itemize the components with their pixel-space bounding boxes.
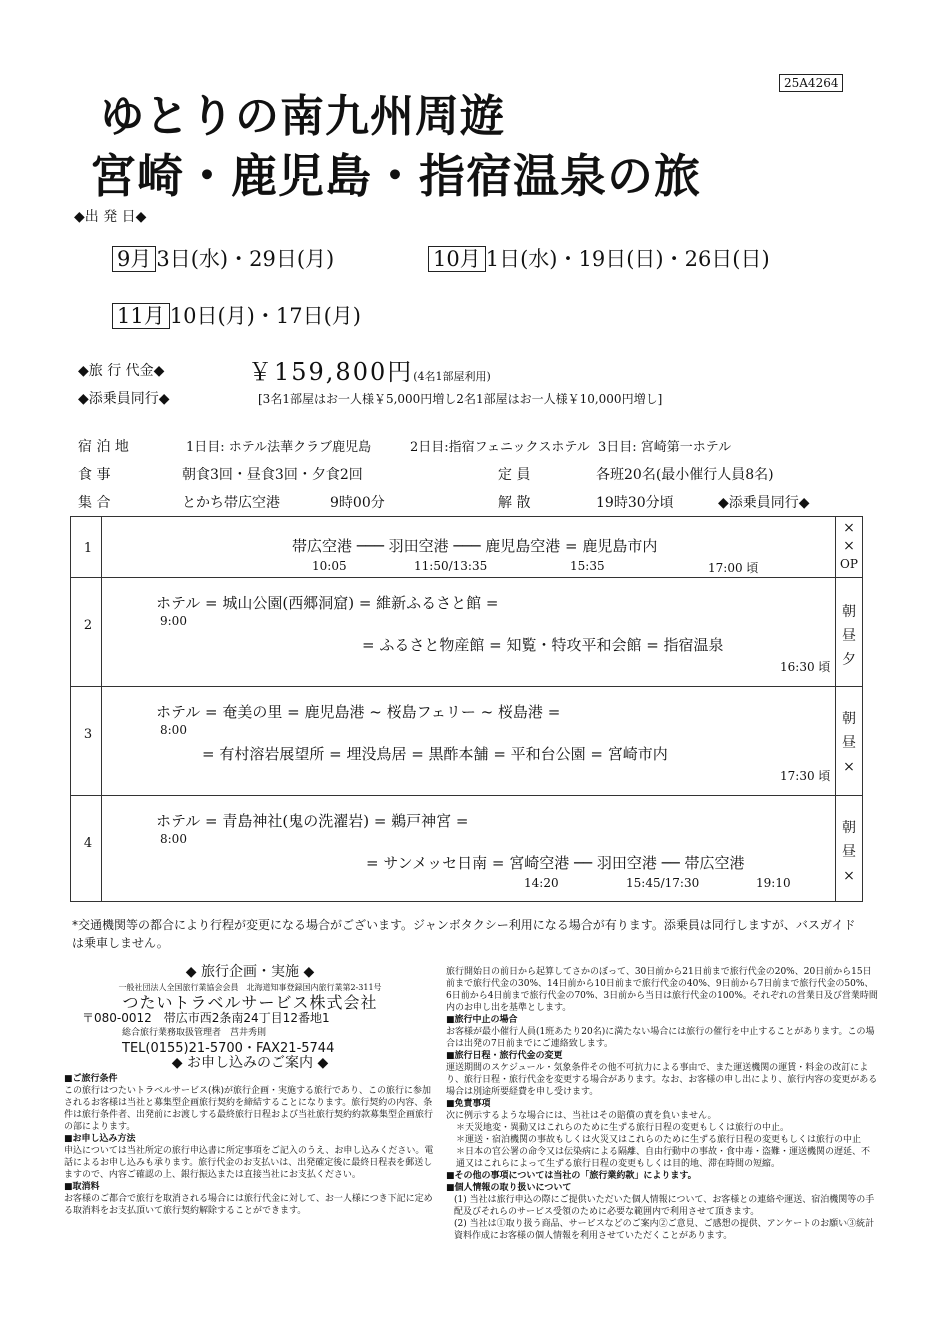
time: 19:10 <box>756 876 791 890</box>
meet-time: 9時00分 <box>330 495 385 511</box>
list-item: ＊日本の官公署の命令又は伝染病による隔離、自由行動中の事故・食中毒・盗難・運送機関の遅延、不通又はこれらによって生ずる旅行日程の変更もしくは目的地、滞在時間の短縮。 <box>456 1147 871 1169</box>
time: 8:00 <box>160 832 187 846</box>
room-note: [3名1部屋はお一人様￥5,000円増し2名1部屋はお一人様￥10,000円増し] <box>258 392 663 406</box>
days-oct: 1日(水)・19日(日)・26日(日) <box>485 247 770 271</box>
meals-value: 朝食3回・昼食3回・夕食2回 <box>182 467 363 483</box>
section-title: ■取消料 <box>64 1182 100 1192</box>
time: 10:05 <box>312 559 347 573</box>
route-line: ホテル = 青島神社(鬼の洗濯岩) = 鵜戸神宮 = <box>156 812 469 830</box>
day-number: 2 <box>71 578 102 687</box>
time: 9:00 <box>160 614 187 628</box>
plan-header: ◆ 旅行企画・実施 ◆ <box>185 964 315 980</box>
list-item: ＊運送・宿泊機関の事故もしくは火災又はこれらのために生ずる旅行日程の変更もしくは旅行の中止 <box>456 1135 862 1145</box>
title-line-1: ゆとりの南九州周遊 <box>100 91 505 142</box>
price-label: ◆旅 行 代金◆ <box>78 363 165 379</box>
time: 17:30 頃 <box>780 769 831 783</box>
lodging-day3: 3日目: 宮崎第一ホテル <box>598 440 732 455</box>
month-sep: 9月 <box>112 246 156 272</box>
company-address: 〒080-0012 帯広市西2条南24丁目12番地1 <box>82 1011 330 1025</box>
price-value: ￥159,800円 <box>248 358 414 386</box>
dates-september <box>112 243 334 273</box>
disband-time: 19時30分頃 <box>596 495 674 511</box>
title-line-2: 宮崎・鹿児島・指宿温泉の旅 <box>90 149 701 203</box>
day-number: 3 <box>71 687 102 796</box>
month-oct: 10月 <box>428 246 486 272</box>
route-line: ホテル = 城山公園(西郷洞窟) = 維新ふるさと館 = <box>156 594 499 612</box>
time: 15:35 <box>570 559 605 573</box>
day-number: 4 <box>71 796 102 902</box>
section-body: 運送期間のスケジュール・気象条件その他不可抗力による事由で、また運送機関の運賃・料金の改訂により、旅行日程・旅行代金を変更する場合があります。なお、お客様の申し出により、旅行内容の変更がある場合は別途所要経費を申し受けます。 <box>446 1063 878 1097</box>
meet-place: とかち帯広空港 <box>182 495 280 511</box>
itinerary-row <box>71 578 863 687</box>
time: 8:00 <box>160 723 187 737</box>
dates-october <box>428 243 770 273</box>
section-body: お客様のご都合で旅行を取消される場合には旅行代金に対して、お一人様につき下記に定める取消料をお支払頂いて旅行契約解除することができます。 <box>64 1194 433 1216</box>
apply-header: ◆ お申し込みのご案内 ◆ <box>171 1055 329 1071</box>
section-body: この旅行はつたいトラベルサービス(株)が旅行企画・実施する旅行であり、この旅行に参加されるお客様は当社と募集型企画旅行契約を締結することになります。旅行契約の内容、条件は旅行条件者、出発前にお渡しする最終旅行日程および当社旅行契約約款募集型企画旅行の部によります。 <box>64 1086 434 1132</box>
right-column <box>446 966 878 1242</box>
capacity-value: 各班20名(最小催行人員8名) <box>596 467 774 483</box>
month-nov: 11月 <box>112 303 170 329</box>
meals-cell: 朝 昼 × <box>836 687 863 796</box>
escort-label: ◆添乗員同行◆ <box>78 391 170 407</box>
route-line: = 有村溶岩展望所 = 埋没鳥居 = 黒酢本舗 = 平和台公園 = 宮崎市内 <box>202 745 668 763</box>
section-title: ■旅行日程・旅行代金の変更 <box>446 1051 563 1061</box>
capacity-label: 定 員 <box>498 467 531 483</box>
price <box>248 352 491 387</box>
list-item: (1) 当社は旅行申込の際にご提供いただいた個人情報について、お客様との連絡や運送、宿泊機関等の手配及びそれらのサービス受領のために必要な範囲内で利用させて頂きます。 <box>454 1195 875 1217</box>
meals-cell: 朝 昼 夕 <box>836 578 863 687</box>
day-route <box>102 578 836 687</box>
meet-label: 集 合 <box>78 495 111 511</box>
itinerary-table <box>70 516 863 902</box>
section-body: お客様が最小催行人員(1班あたり20名)に満たない場合には旅行の催行を中止することがあります。この場合は出発の7日前までにご連絡致します。 <box>446 1027 875 1049</box>
section-body: 申込については当社所定の旅行申込書に所定事項をご記入のうえ、お申し込みください。電話によるお申し込みも承ります。旅行代金のお支払いは、出発確定後に最終日程表を郵送しますので、内容ご確認の上、銀行振込または直接当社にお支払ください。 <box>64 1146 434 1180</box>
day-route <box>102 687 836 796</box>
section-title: ■免責事項 <box>446 1099 491 1109</box>
days-nov: 10日(月)・17日(月) <box>169 304 361 328</box>
lodging-label: 宿 泊 地 <box>78 439 129 455</box>
disband-label: 解 散 <box>498 495 531 511</box>
days-sep: 3日(水)・29日(月) <box>156 247 335 271</box>
left-column <box>64 966 436 1217</box>
lodging-day1: 1日目: ホテル法華クラブ鹿児島 <box>186 440 372 455</box>
meals-label: 食 事 <box>78 467 111 483</box>
time: 14:20 <box>524 876 559 890</box>
price-note: (4名1部屋利用) <box>413 370 491 383</box>
day-route <box>102 517 836 578</box>
section-title: ■ご旅行条件 <box>64 1074 118 1084</box>
section-body: 次に例示するような場合には、当社はその賠償の責を負いません。 <box>446 1111 717 1121</box>
time: 15:45/17:30 <box>626 876 700 890</box>
section-title: ■お申し込み方法 <box>64 1134 136 1144</box>
itinerary-row <box>71 796 863 902</box>
route-line: 帯広空港 ─── 羽田空港 ─── 鹿児島空港 = 鹿児島市内 <box>292 537 658 555</box>
section-title: ■旅行中止の場合 <box>446 1015 518 1025</box>
time: 17:00 頃 <box>708 561 759 575</box>
phone-fax: TEL(0155)21-5700・FAX21-5744 <box>122 1041 335 1056</box>
cancellation-fees: 旅行開始日の前日から起算してさかのぼって、30日前から21日前まで旅行代金の20%、20日前から15日前まで旅行代金の30%、14日前から10日前まで旅行代金の40%、9日前から7日前まで旅行代金の50%、6日前から4日前まで旅行代金の70%、3日前から当日は旅行代金の100%。それぞれの営業日及び営業時間内のお申し出を基準とします。 <box>446 967 878 1013</box>
departure-label: ◆出 発 日◆ <box>74 209 147 225</box>
time: 16:30 頃 <box>780 660 831 674</box>
route-line: = ふるさと物産館 = 知覧・特攻平和会館 = 指宿温泉 <box>362 636 724 654</box>
company-name: つたいトラベルサービス株式会社 <box>122 993 378 1012</box>
route-line: = サンメッセ日南 = 宮崎空港 ── 羽田空港 ── 帯広空港 <box>366 854 745 872</box>
manager: 総合旅行業務取扱管理者 莒井秀則 <box>122 1028 267 1038</box>
section-title: ■個人情報の取り扱いについて <box>446 1183 572 1193</box>
section-title: ■その他の事項については当社の「旅行業約款」によります。 <box>446 1171 697 1181</box>
escort-tag: ◆添乗員同行◆ <box>718 495 810 511</box>
meals-cell: × × OP <box>836 517 863 578</box>
day-route <box>102 796 836 902</box>
time: 11:50/13:35 <box>414 559 488 573</box>
meals-cell: 朝 昼 × <box>836 796 863 902</box>
day-number: 1 <box>71 517 102 578</box>
route-line: ホテル = 奄美の里 = 鹿児島港 ~ 桜島フェリー ~ 桜島港 = <box>156 703 561 721</box>
list-item: ＊天災地変・異動又はこれらのために生ずる旅行日程の変更もしくは旅行の中止。 <box>456 1123 790 1133</box>
list-item: (2) 当社は①取り扱う商品、サービスなどのご案内②ご意見、ご感想の提供、アンケートのお願い③統計資料作成にお客様の個人情報を利用させていただくことがあります。 <box>454 1219 875 1241</box>
association-info: 一般社団法人全国旅行業協会会員 北海道知事登録国内旅行業第2-311号 <box>118 983 382 992</box>
tour-code: 25A4264 <box>779 74 843 92</box>
dates-november <box>112 300 361 330</box>
itinerary-row <box>71 687 863 796</box>
lodging-day2: 2日目:指宿フェニックスホテル <box>410 440 590 455</box>
itinerary-row <box>71 517 863 578</box>
footnote: *交通機関等の都合により行程が変更になる場合がございます。ジャンボタクシー利用になる場合が有ります。添乗員は同行しますが、バスガイドは乗車しません。 <box>72 918 856 950</box>
